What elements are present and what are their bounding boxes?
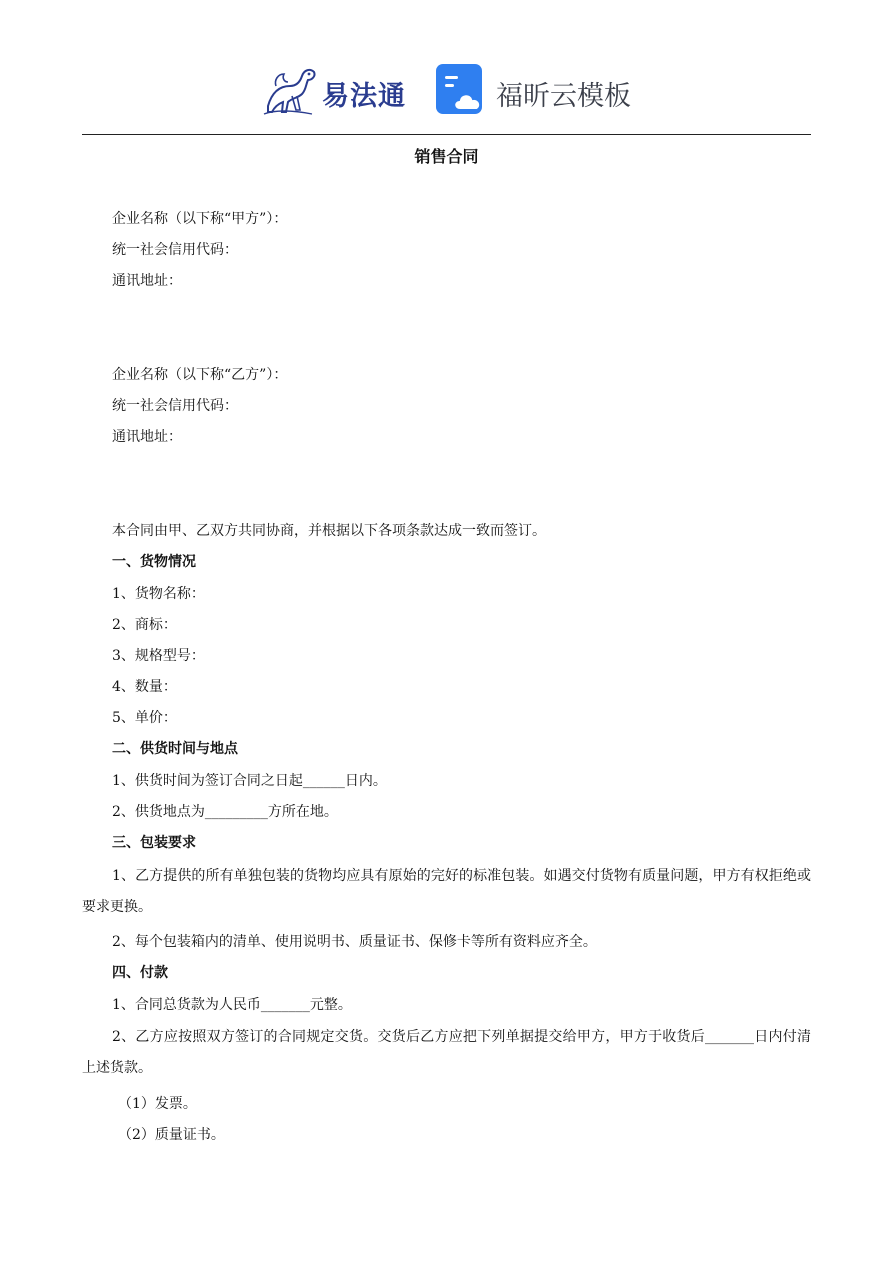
payment-paragraph-2: 2、乙方应按照双方签订的合同规定交货。交货后乙方应把下列单据提交给甲方，甲方于收货后_______日内付清上述货款。	[82, 1029, 811, 1076]
party-a-address: 通讯地址：	[112, 273, 182, 289]
section-heading-payment: 四、付款	[112, 965, 168, 981]
goods-item: 5、单价：	[112, 710, 177, 726]
party-b-credit-code: 统一社会信用代码：	[112, 398, 238, 414]
goods-item: 3、规格型号：	[112, 648, 205, 664]
section-heading-packaging: 三、包装要求	[112, 835, 196, 851]
section-heading-goods: 一、货物情况	[112, 554, 196, 570]
payment-document-item: （2）质量证书。	[118, 1127, 225, 1143]
goods-item: 2、商标：	[112, 617, 177, 633]
goods-item: 4、数量：	[112, 679, 177, 695]
supply-item: 1、供货时间为签订合同之日起______日内。	[112, 773, 387, 789]
party-b-name: 企业名称（以下称“乙方”）：	[112, 367, 288, 383]
goods-item: 1、货物名称：	[112, 586, 205, 602]
payment-document-item: （1）发票。	[118, 1096, 197, 1112]
payment-paragraph-1: 1、合同总货款为人民币_______元整。	[112, 997, 352, 1013]
document-title: 销售合同	[414, 147, 479, 166]
foxit-cloud-template-logo	[436, 64, 636, 118]
party-a-credit-code: 统一社会信用代码：	[112, 242, 238, 258]
yifatong-logo	[262, 62, 412, 118]
foxit-cloud-template-text: 福昕云模板	[496, 81, 631, 112]
supply-item: 2、供货地点为_________方所在地。	[112, 804, 338, 820]
intro-paragraph: 本合同由甲、乙双方共同协商，并根据以下各项条款达成一致而签订。	[112, 523, 546, 539]
party-b-address: 通讯地址：	[112, 429, 182, 445]
yifatong-logo-text: 易法通	[322, 81, 406, 112]
header	[0, 58, 893, 122]
header-divider	[82, 134, 811, 135]
party-a-name: 企业名称（以下称“甲方”）：	[112, 211, 288, 227]
packaging-paragraph-1: 1、乙方提供的所有单独包装的货物均应具有原始的完好的标准包装。如遇交付货物有质量问题，甲方有权拒绝或要求更换。	[82, 868, 811, 915]
qilin-logo-icon	[262, 62, 320, 118]
section-heading-supply: 二、供货时间与地点	[112, 741, 238, 757]
packaging-paragraph-2: 2、每个包装箱内的清单、使用说明书、质量证书、保修卡等所有资料应齐全。	[112, 934, 597, 950]
cloud-document-icon	[436, 64, 488, 116]
